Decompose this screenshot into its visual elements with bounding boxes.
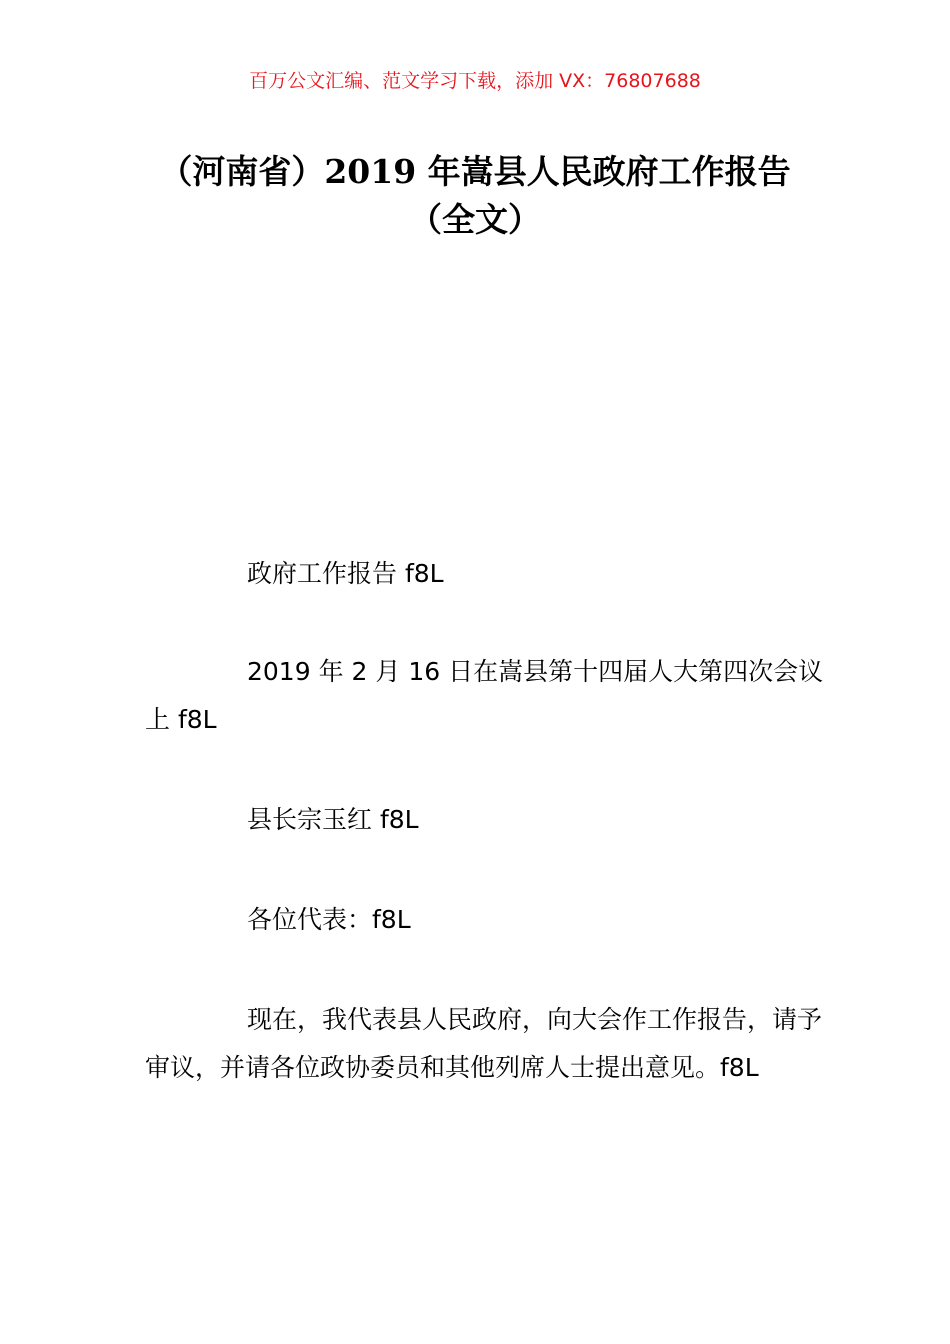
document-title: （河南省）2019 年嵩县人民政府工作报告（全文） — [159, 152, 791, 239]
paragraph-meeting-info: 2019 年 2 月 16 日在嵩县第十四届人大第四次会议上 f8L — [145, 657, 824, 734]
paragraph-opening: 现在，我代表县人民政府，向大会作工作报告，请予审议，并请各位政协委员和其他列席人士提出意见。f8L — [145, 1005, 823, 1082]
paragraph-salutation: 各位代表：f8L — [247, 905, 411, 934]
watermark-header-note: 百万公文汇编、范文学习下载，添加 VX：76807688 — [249, 70, 701, 92]
paragraph-report-label: 政府工作报告 f8L — [247, 559, 444, 588]
paragraph-speaker: 县长宗玉红 f8L — [247, 805, 419, 834]
